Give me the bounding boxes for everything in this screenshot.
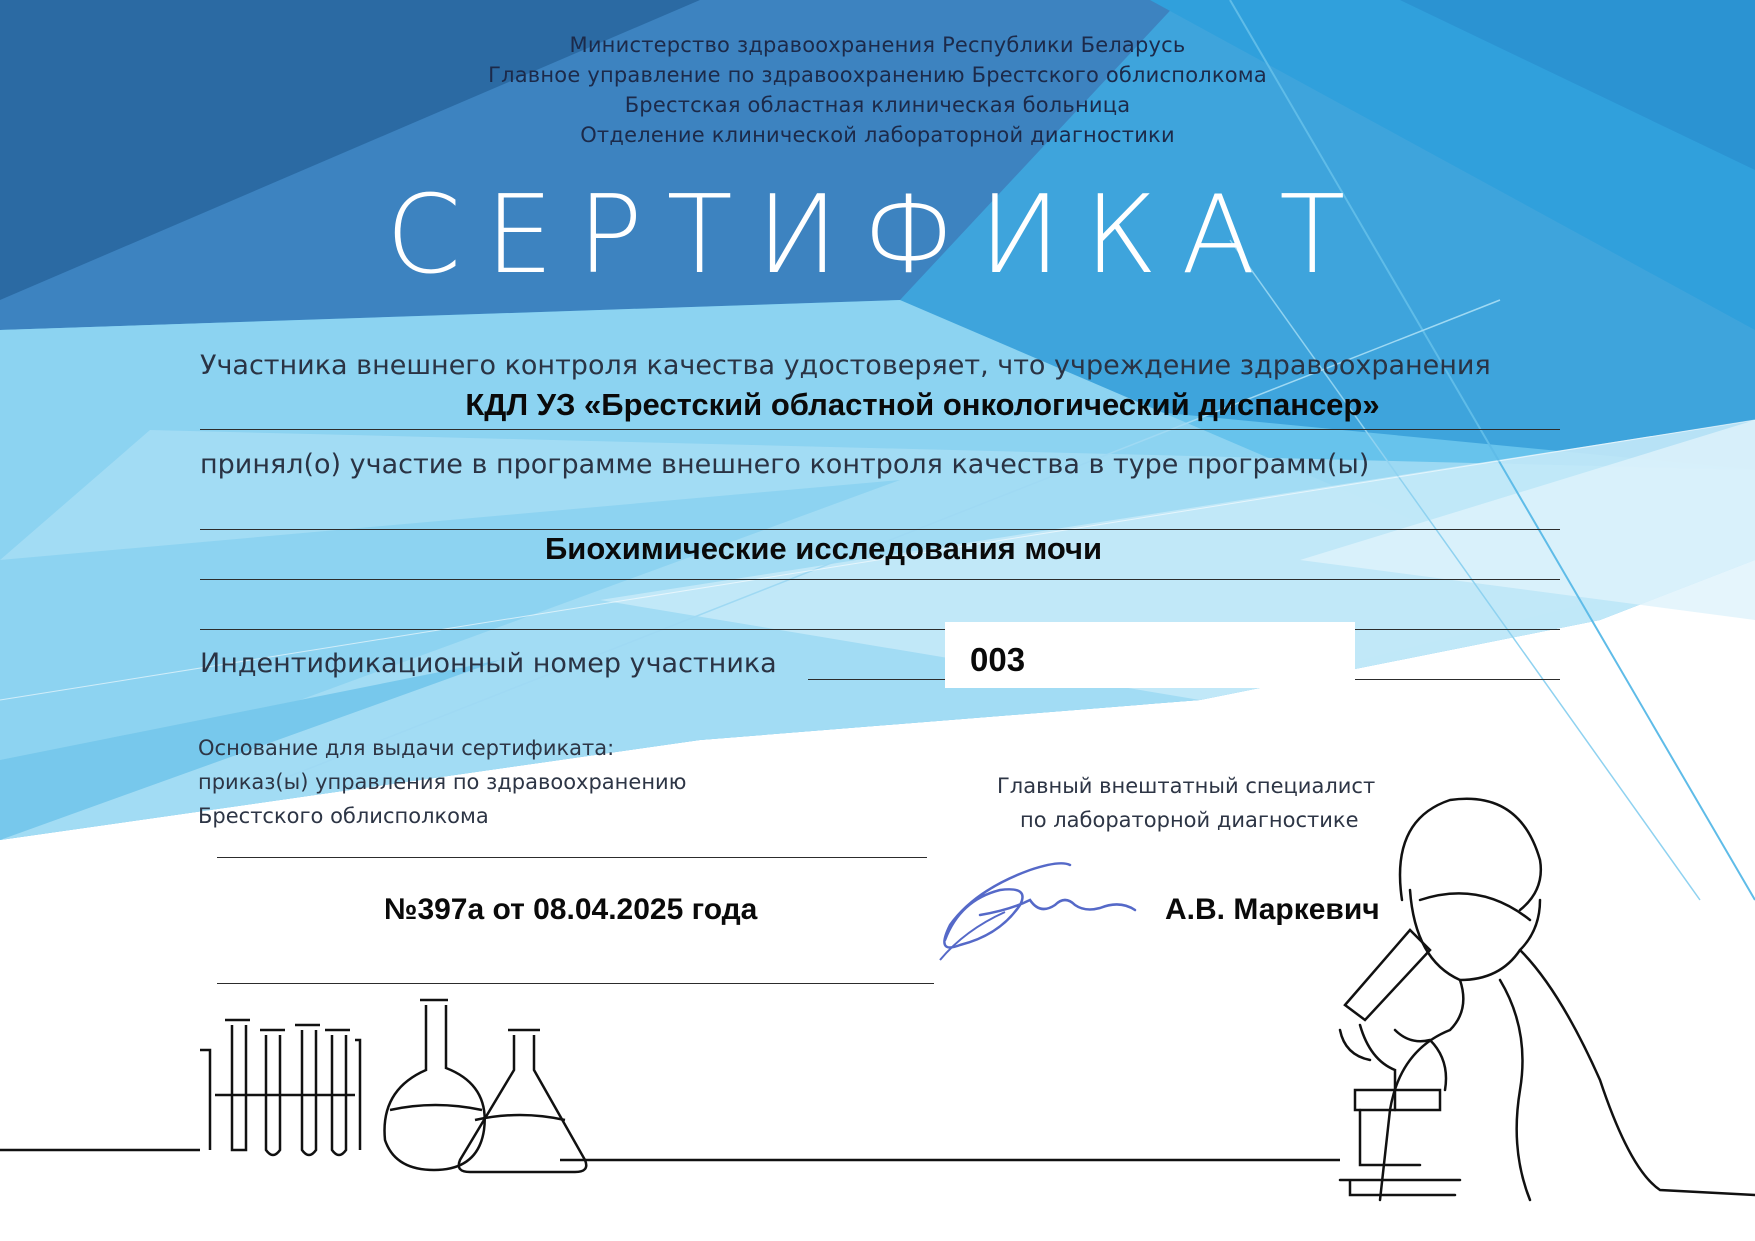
signatory-name: А.В. Маркевич bbox=[1165, 893, 1380, 926]
basis-underline-2 bbox=[217, 983, 934, 984]
header-directorate: Главное управление по здравоохранению Брестского облисполкома bbox=[488, 63, 1267, 87]
intro-text: Участника внешнего контроля качества удостоверяет, что учреждение здравоохранения bbox=[200, 350, 1491, 381]
institution-name: КДЛ УЗ «Брестский областной онкологический диспансер» bbox=[465, 387, 1380, 422]
basis-line-1: Основание для выдачи сертификата: bbox=[198, 736, 615, 760]
participation-text: принял(о) участие в программе внешнего контроля качества в туре программ(ы) bbox=[200, 449, 1370, 480]
scientist-microscope-icon bbox=[1340, 799, 1755, 1200]
signatory-title-2: по лабораторной диагностике bbox=[1020, 808, 1359, 832]
signature-graphic bbox=[944, 863, 1135, 947]
certificate-title: СЕРТИФИКАТ bbox=[385, 173, 1370, 298]
header-ministry: Министерство здравоохранения Республики Беларусь bbox=[569, 33, 1186, 57]
basis-underline-1 bbox=[217, 857, 927, 858]
order-number: №397а от 08.04.2025 года bbox=[384, 893, 758, 926]
basis-line-2: приказ(ы) управления по здравоохранению bbox=[198, 770, 687, 794]
signatory-title-1: Главный внештатный специалист bbox=[997, 774, 1376, 798]
program-name: Биохимические исследования мочи bbox=[545, 531, 1103, 566]
program-line-1 bbox=[200, 529, 1560, 530]
header-hospital: Брестская областная клиническая больница bbox=[624, 93, 1131, 117]
institution-underline bbox=[200, 429, 1560, 430]
lab-glassware-icon bbox=[0, 1000, 1340, 1172]
header-department: Отделение клинической лабораторной диагностики bbox=[580, 123, 1175, 147]
participant-id-value: 003 bbox=[970, 641, 1026, 678]
program-line-2 bbox=[200, 579, 1560, 580]
participant-id-label: Индентификационный номер участника bbox=[200, 648, 777, 679]
program-line-3 bbox=[200, 629, 1560, 630]
basis-line-3: Брестского облисполкома bbox=[198, 804, 489, 828]
